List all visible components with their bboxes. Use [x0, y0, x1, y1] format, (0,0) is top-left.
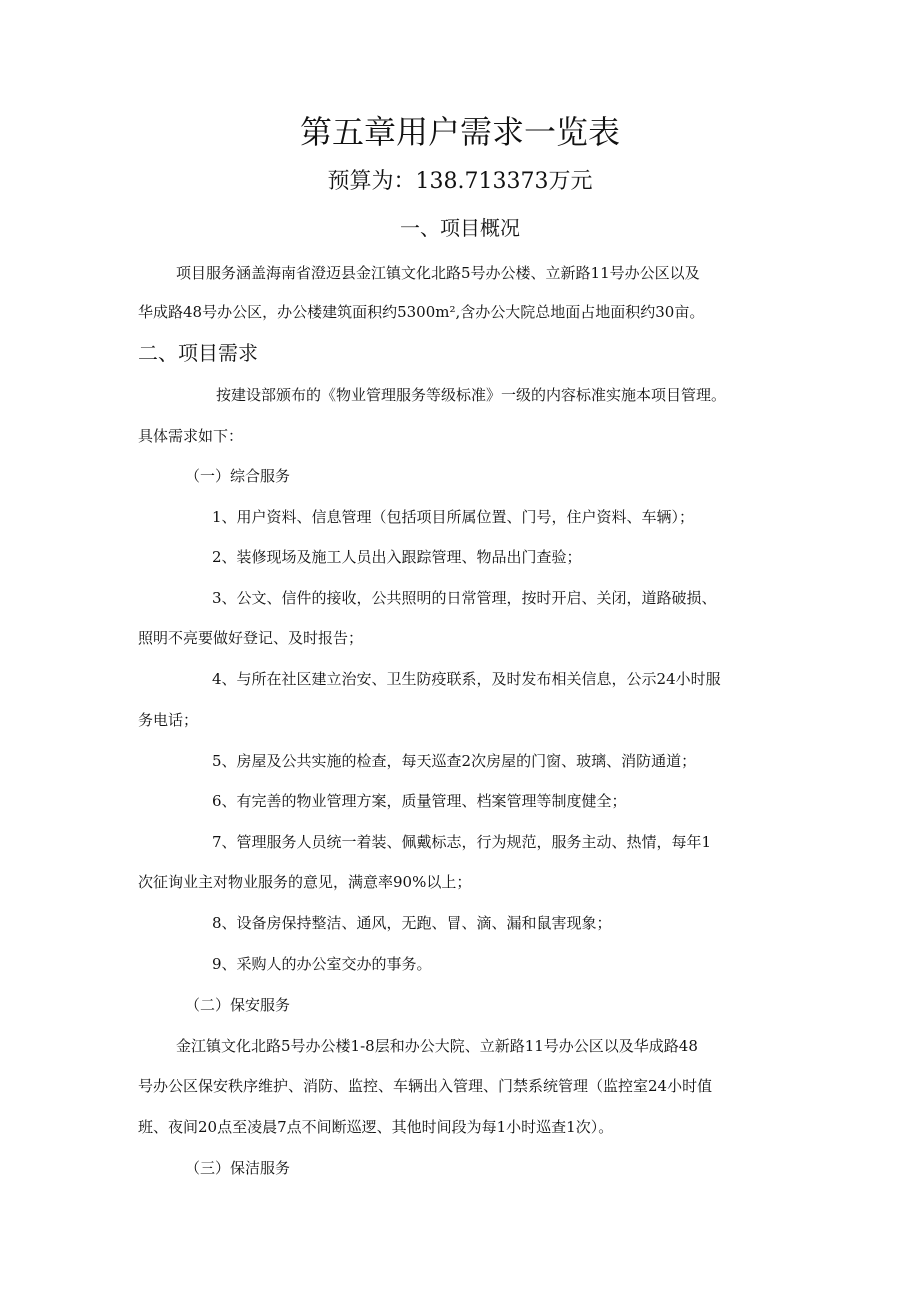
list-item-continuation: 务电话；: [138, 711, 199, 729]
list-item: 9、采购人的办公室交办的事务。: [212, 955, 432, 973]
overview-paragraph-line: 项目服务涵盖海南省澄迈县金江镇文化北路5号办公楼、立新路11号办公区以及: [176, 264, 700, 282]
security-paragraph-line: 金江镇文化北路5号办公楼1-8层和办公大院、立新路11号办公区以及华成路48: [176, 1037, 698, 1055]
subsection-heading-cleaning: （三）保洁服务: [185, 1159, 291, 1177]
subsection-heading-security: （二）保安服务: [185, 996, 291, 1014]
subsection-heading-general: （一）综合服务: [185, 467, 291, 485]
list-item-continuation: 照明不亮要做好登记、及时报告；: [138, 629, 364, 647]
list-item: 3、公文、信件的接收，公共照明的日常管理，按时开启、关闭，道路破损、: [212, 589, 717, 607]
overview-paragraph-line: 华成路48号办公区，办公楼建筑面积约5300m²,含办公大院总地面占地面积约30亩。: [138, 303, 705, 321]
section-heading-requirements: 二、项目需求: [138, 341, 258, 365]
list-item: 1、用户资料、信息管理（包括项目所属位置、门号，住户资料、车辆）；: [212, 508, 695, 526]
list-item-continuation: 次征询业主对物业服务的意见，满意率90%以上；: [138, 873, 472, 891]
section-heading-overview: 一、项目概况: [400, 216, 520, 240]
requirements-intro-line: 按建设部颁布的《物业管理服务等级标准》一级的内容标准实施本项目管理。: [216, 386, 727, 404]
security-paragraph-line: 班、夜间20点至凌晨7点不间断巡逻、其他时间段为每1小时巡查1次）。: [138, 1118, 614, 1136]
list-item: 6、有完善的物业管理方案，质量管理、档案管理等制度健全；: [212, 792, 627, 810]
budget-line: 预算为：138.713373万元: [327, 169, 593, 194]
security-paragraph-line: 号办公区保安秩序维护、消防、监控、车辆出入管理、门禁系统管理（监控室24小时值: [138, 1077, 713, 1095]
list-item: 2、装修现场及施工人员出入跟踪管理、物品出门查验；: [212, 548, 582, 566]
list-item: 7、管理服务人员统一着装、佩戴标志，行为规范，服务主动、热情，每年1: [212, 833, 712, 851]
requirements-intro-line: 具体需求如下：: [138, 427, 244, 445]
list-item: 8、设备房保持整洁、通风，无跑、冒、滴、漏和鼠害现象；: [212, 914, 612, 932]
list-item: 5、房屋及公共实施的检查，每天巡查2次房屋的门窗、玻璃、消防通道；: [212, 752, 697, 770]
page-title: 第五章用户需求一览表: [299, 113, 620, 151]
list-item: 4、与所在社区建立治安、卫生防疫联系，及时发布相关信息，公示24小时服: [212, 670, 721, 688]
